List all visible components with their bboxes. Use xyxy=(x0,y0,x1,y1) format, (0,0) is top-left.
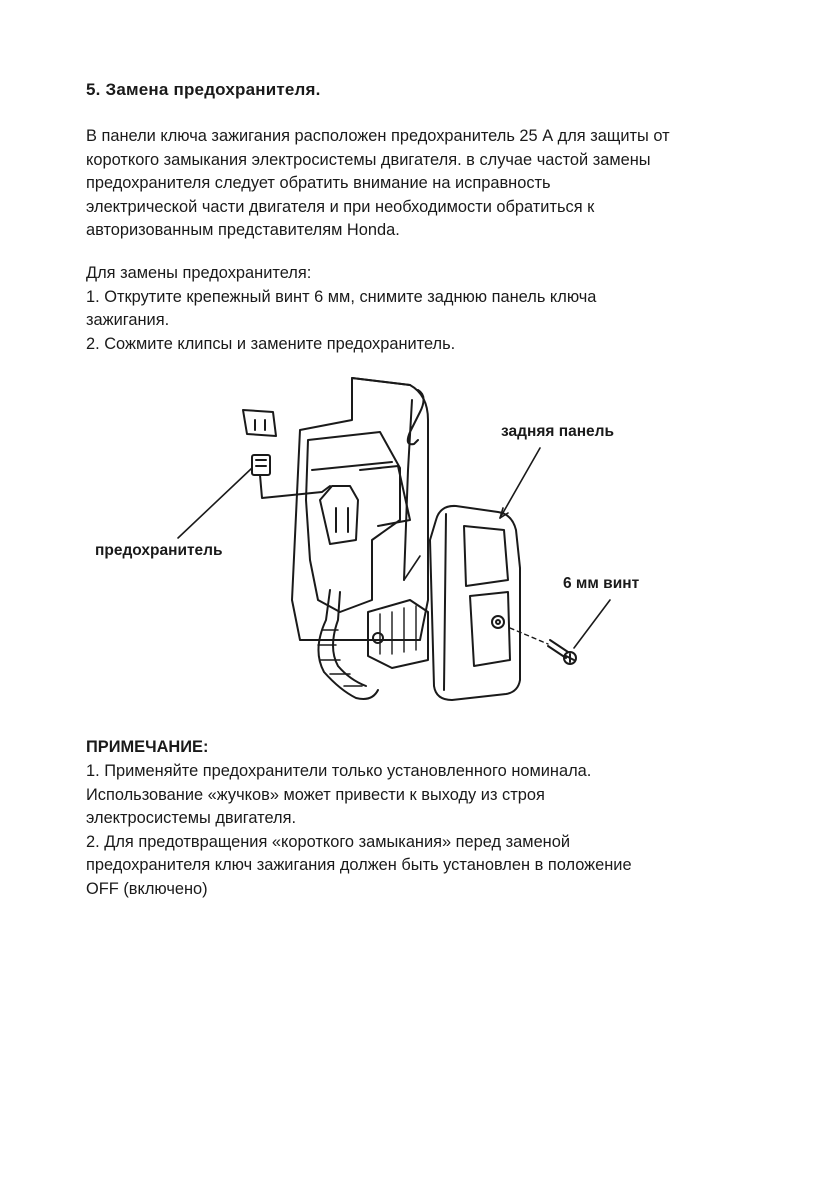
intro-line: короткого замыкания электросистемы двигателя. в случае частой замены xyxy=(86,150,651,169)
switch-body xyxy=(306,432,400,612)
leader-back-panel xyxy=(500,448,540,518)
intro-line: В панели ключа зажигания расположен предохранитель 25 А для защиты от xyxy=(86,127,670,145)
leader-fuse xyxy=(178,468,252,538)
note-line: OFF (включено) xyxy=(86,879,208,898)
steps-paragraph xyxy=(86,262,786,356)
note-line: предохранителя ключ зажигания должен быть установлен в положение xyxy=(86,856,632,874)
note-paragraph xyxy=(86,760,786,901)
label-back-panel: задняя панель xyxy=(501,423,615,440)
steps-line: Для замены предохранителя: xyxy=(86,264,312,282)
steps-line: зажигания. xyxy=(86,311,170,329)
label-screw: 6 мм винт xyxy=(563,575,640,592)
label-fuse: предохранитель xyxy=(95,542,223,559)
note-line: электросистемы двигателя. xyxy=(86,809,297,827)
steps-line: 1. Открутите крепежный винт 6 мм, снимите заднюю панель ключа xyxy=(86,287,597,306)
section-title: 5. Замена предохранителя. xyxy=(86,80,321,99)
intro-line: предохранителя следует обратить внимание на исправность xyxy=(86,174,551,192)
steps-line: 2. Сожмите клипсы и замените предохранитель. xyxy=(86,334,456,353)
note-title: ПРИМЕЧАНИЕ: xyxy=(86,738,209,756)
hook-wire xyxy=(404,390,424,580)
intro-line: электрической части двигателя и при необходимости обратиться к xyxy=(86,197,595,216)
leader-switch xyxy=(404,556,420,580)
note-line: Использование «жучков» может привести к выходу из строя xyxy=(86,785,545,804)
ignition-switch-diagram xyxy=(0,360,840,730)
leader-screw xyxy=(574,600,610,648)
intro-paragraph xyxy=(86,125,786,243)
note-line: 1. Применяйте предохранители только установленного номинала. xyxy=(86,762,592,780)
intro-line: авторизованным представителям Honda. xyxy=(86,221,400,239)
note-line: 2. Для предотвращения «короткого замыкания» перед заменой xyxy=(86,832,571,851)
